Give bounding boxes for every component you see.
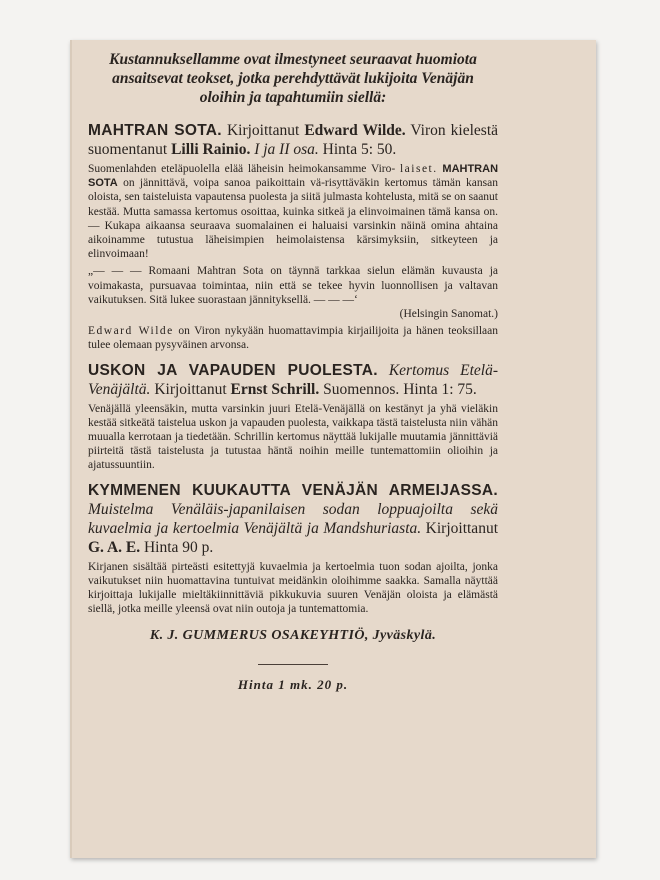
desc-line: Suomenlahden eteläpuolella elää läheisin heimokansamme Viro- [88, 163, 396, 175]
book-entry-mahtran-sota [88, 121, 498, 353]
author-prefix: Kirjoittanut [226, 122, 300, 139]
book-translator: Lilli Rainio. [171, 141, 251, 158]
author-prefix: Kirjoittanut [425, 519, 498, 537]
book-description [88, 162, 498, 261]
book-description: Venäjällä yleensäkin, mutta varsinkin juuri Etelä-Venäjällä on kestänyt ja yhä vieläkin kestää sitkeätä taistelua uskon ja vapauden puolesta, vaikkapa tästä taistelusta niin vähän muualla kerrotaan ja tiedetään. Schrillin kertomus näyttää lukijalle muutamia jännittäviä piirteitä tästä taistelusta ja tutustaa häntä noihin meille tuntemattomiin olioihin ja ajatussuuntiin. [88, 402, 498, 472]
translator-prefix: Viron kielestä suomentanut [88, 122, 499, 158]
book-price: Hinta 90 p. [143, 538, 214, 556]
desc-line: laiset. [399, 163, 438, 175]
desc-title-ref: MAHTRAN SOTA [88, 163, 499, 190]
author-prefix: Kirjoittanut [154, 380, 227, 398]
intro-text: Kustannuksellamme ovat ilmestyneet seuraavat huomiota ansaitsevat teokset, jotka perehdyttävät lukijoita Venäjän oloihin ja tapahtumiin siellä: [109, 51, 477, 106]
author-note [88, 324, 498, 352]
desc-line: on jännittävä, voipa sanoa paikoittain vä-risyttäväkin kertomus tämän kansan oloista, sen taisteluista vapautensa puolesta ja siitä julmasta kohtelusta, mitä se on saanut kestää. Mutta samassa kertomus osoittaa, kuinka sitkeä ja elinvoimainen tämä kansa on. — Kukapa aikaansa seuraava suomalainen ei haluaisi varsinkin näinä omina ahtaina aikoinamme tutustua läheisimpien heimolaistensa kärsimyksiin, sitkeyteen ja elinvoimaan! [88, 177, 498, 261]
cover-price: Hinta 1 mk. 20 p. [237, 677, 349, 693]
book-description: Kirjanen sisältää pirteästi esitettyjä kuvaelmia ja kertoelmia tuon sodan ajoilta, jonka vaikutukset niin huomattavina tuntuivat meidänkin oloihimme saakka. Samalla näyttää kirjoittaja lukijalle mieltäkiinnittäviä pikkukuvia suuren Venäjän oloista ja elämästä siellä, jotka meille yleensä ovat niin outoja ja tuntemattomia. [88, 560, 498, 616]
book-heading [88, 361, 498, 399]
book-title: KYMMENEN KUUKAUTTA VENÄJÄN ARMEIJASSA. [88, 481, 498, 499]
book-entry-kymmenen-kuukautta [88, 481, 498, 617]
book-subtitle: Muistelma Venäläis-japanilaisen sodan loppuajoilta sekä kuvaelmia ja kertoelmia Venäjältä ja Mandshuriasta. [88, 500, 498, 537]
book-entry-uskon-ja-vapauden [88, 361, 498, 473]
book-heading [88, 481, 498, 557]
publisher-line: K. J. GUMMERUS OSAKEYHTIÖ, Jyväskylä. [149, 628, 437, 644]
book-price: Hinta 5: 50. [322, 141, 397, 158]
book-parts: I ja II osa. [254, 141, 319, 158]
book-author: G. A. E. [88, 538, 141, 556]
quote-source: (Helsingin Sanomat.) [399, 308, 498, 321]
book-author: Ernst Schrill. [230, 380, 320, 398]
author-name: Edward Wilde [88, 325, 174, 338]
book-title: USKON JA VAPAUDEN PUOLESTA. [88, 361, 378, 379]
book-subtitle: Kertomus Etelä-Venäjältä. [88, 361, 498, 398]
book-price: Hinta 1: 75. [403, 380, 477, 398]
book-title: MAHTRAN SOTA. [88, 122, 222, 139]
divider-rule [258, 664, 328, 665]
book-note: Suomennos. [323, 380, 400, 398]
quote-text: „— — — Romaani Mahtran Sota on täynnä tarkkaa sielun elämän kuvausta ja voimakasta, pursuavaa toimintaa, niin että se tekee hyvin luonnollisen ja valtavan vaikutuksen. Sitä lukee suorastaan jännityksellä. — — —‘ [88, 265, 498, 306]
book-author: Edward Wilde. [304, 122, 406, 139]
author-note-text: on Viron nykyään huomattavimpia kirjailijoita ja hänen teoksillaan tulee olemaan pysyväinen arvonsa. [88, 325, 498, 352]
advertisement-content [88, 50, 498, 693]
book-heading [88, 121, 498, 159]
review-quote [88, 264, 498, 321]
